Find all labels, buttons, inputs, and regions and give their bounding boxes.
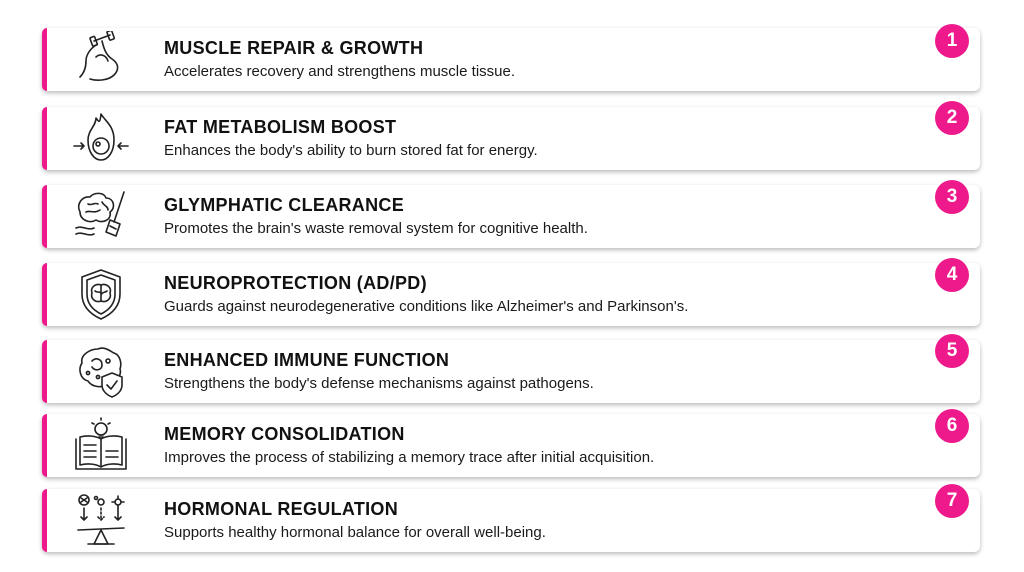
book-lightbulb-icon xyxy=(72,417,130,474)
benefit-description: Supports healthy hormonal balance for overall well-being. xyxy=(164,524,546,541)
flame-fat-cell-icon xyxy=(72,110,130,167)
number-badge: 6 xyxy=(935,409,969,443)
benefit-title: HORMONAL REGULATION xyxy=(164,499,399,519)
benefit-card xyxy=(42,340,980,403)
benefit-description: Accelerates recovery and strengthens muscle tissue. xyxy=(164,63,515,80)
benefit-description: Guards against neurodegenerative conditions like Alzheimer's and Parkinson's. xyxy=(164,298,689,315)
number-badge: 1 xyxy=(935,24,969,58)
benefit-title: GLYMPHATIC CLEARANCE xyxy=(164,195,405,215)
benefit-card xyxy=(42,489,980,552)
benefit-description: Improves the process of stabilizing a memory trace after initial acquisition. xyxy=(164,449,655,466)
benefit-card xyxy=(42,107,980,170)
immune-cell-shield-icon xyxy=(72,343,130,400)
number-badge: 4 xyxy=(935,258,969,292)
brain-shield-icon xyxy=(72,266,130,323)
benefit-description: Enhances the body's ability to burn stored fat for energy. xyxy=(164,142,538,159)
benefit-title: ENHANCED IMMUNE FUNCTION xyxy=(164,350,450,370)
benefit-description: Strengthens the body's defense mechanisms against pathogens. xyxy=(164,375,594,392)
accent-bar xyxy=(42,185,47,248)
accent-bar xyxy=(42,489,47,552)
accent-bar xyxy=(42,414,47,477)
accent-bar xyxy=(42,28,47,91)
benefit-card xyxy=(42,263,980,326)
benefit-description: Promotes the brain's waste removal system for cognitive health. xyxy=(164,220,588,237)
number-badge: 2 xyxy=(935,101,969,135)
benefit-title: MEMORY CONSOLIDATION xyxy=(164,424,405,444)
benefit-title: NEUROPROTECTION (AD/PD) xyxy=(164,273,427,293)
benefit-card xyxy=(42,185,980,248)
benefit-card xyxy=(42,414,980,477)
number-badge: 7 xyxy=(935,484,969,518)
accent-bar xyxy=(42,107,47,170)
benefit-title: FAT METABOLISM BOOST xyxy=(164,117,397,137)
accent-bar xyxy=(42,263,47,326)
accent-bar xyxy=(42,340,47,403)
muscle-dumbbell-icon xyxy=(72,31,130,88)
brain-broom-icon xyxy=(72,188,130,245)
number-badge: 5 xyxy=(935,334,969,368)
number-badge: 3 xyxy=(935,180,969,214)
benefit-title: MUSCLE REPAIR & GROWTH xyxy=(164,38,424,58)
hormone-balance-icon xyxy=(72,492,130,549)
benefit-card xyxy=(42,28,980,91)
